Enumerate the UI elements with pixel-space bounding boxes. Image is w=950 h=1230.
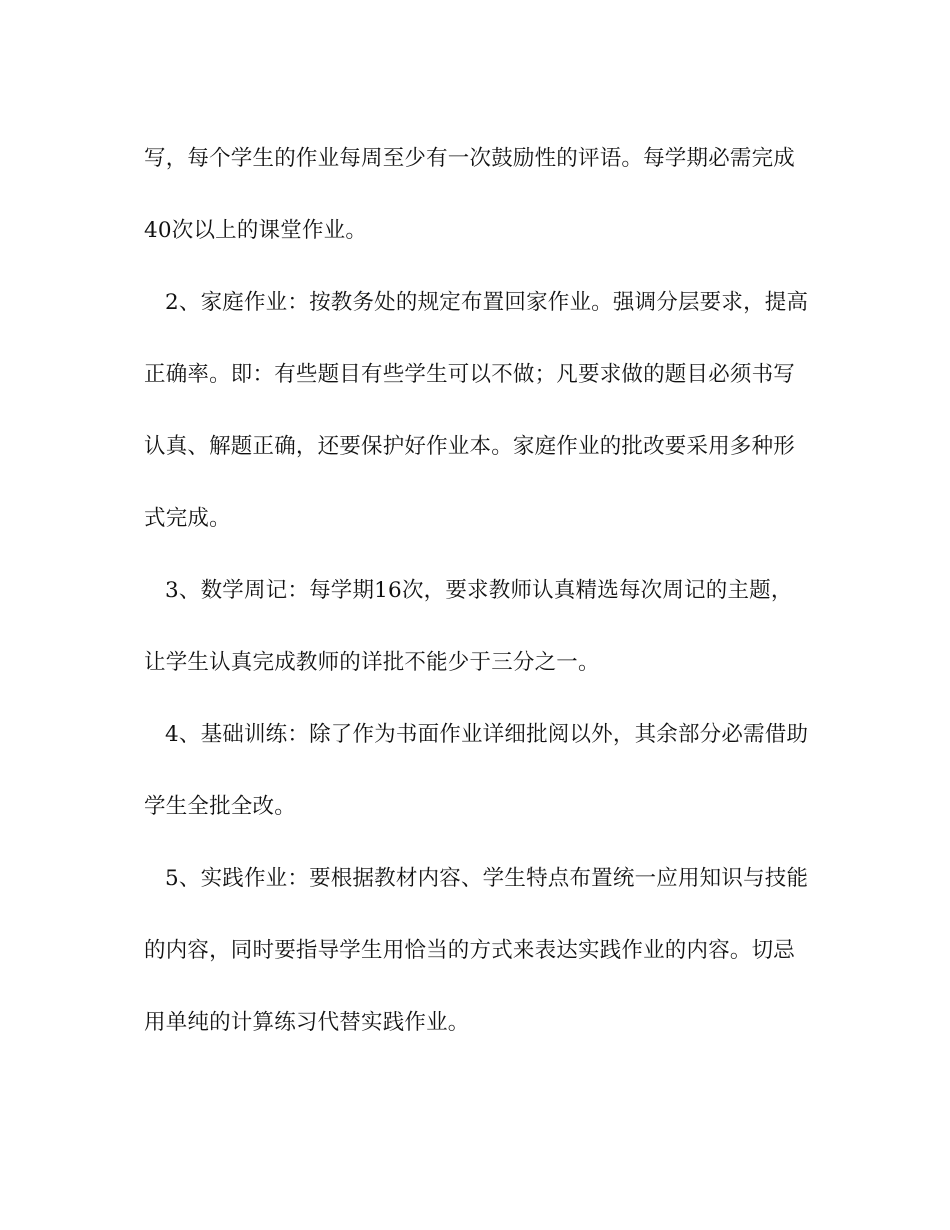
text-line: 式完成。: [144, 506, 231, 531]
text-line: 让学生认真完成教师的详批不能少于三分之一。: [144, 650, 600, 675]
text-line: 3、数学周记：每学期16次，要求教师认真精选每次周记的主题，: [165, 578, 793, 603]
text-line: 2、家庭作业：按教务处的规定布置回家作业。强调分层要求，提高: [165, 290, 809, 315]
document-body: [144, 136, 814, 1072]
text-line: 4、基础训练：除了作为书面作业详细批阅以外，其余部分必需借助: [165, 722, 809, 747]
text-line: 40次以上的课堂作业。: [144, 218, 368, 243]
text-line: 的内容，同时要指导学生用恰当的方式来表达实践作业的内容。切忌: [144, 938, 796, 963]
text-line: 学生全批全改。: [144, 794, 296, 819]
text-line: 正确率。即：有些题目有些学生可以不做；凡要求做的题目必须书写: [144, 362, 796, 387]
text-line: 5、实践作业：要根据教材内容、学生特点布置统一应用知识与技能: [165, 866, 809, 891]
text-line: 写，每个学生的作业每周至少有一次鼓励性的评语。每学期必需完成: [144, 146, 796, 171]
text-line: 认真、解题正确，还要保护好作业本。家庭作业的批改要采用多种形: [144, 434, 796, 459]
text-line: 用单纯的计算练习代替实践作业。: [144, 1010, 470, 1035]
